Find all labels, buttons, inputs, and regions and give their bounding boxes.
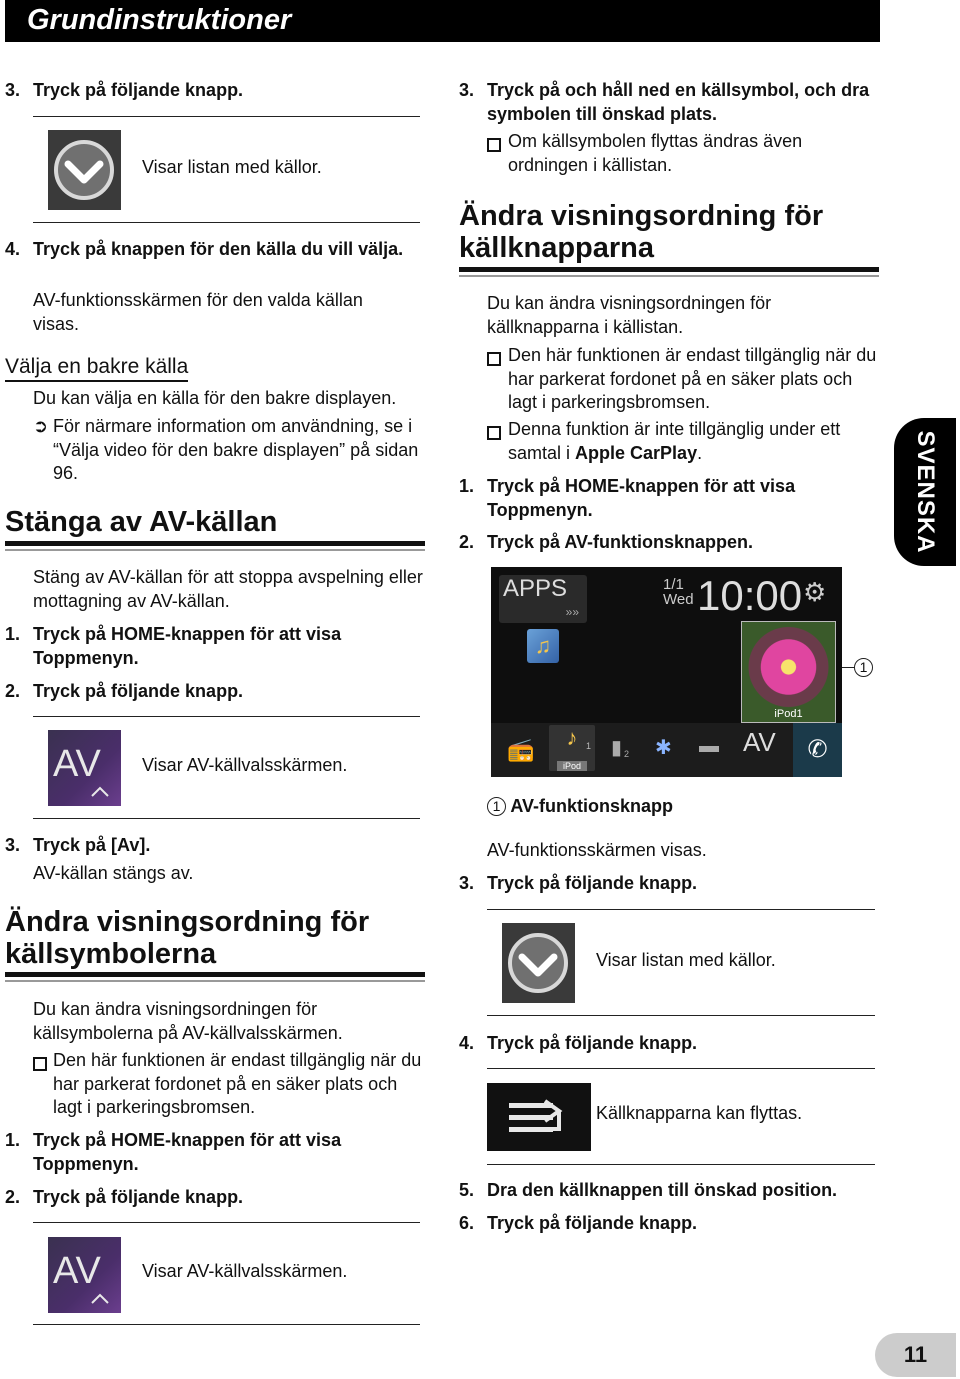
av-glyph: AV xyxy=(53,1250,101,1292)
step-number: 2. xyxy=(459,532,475,552)
source-tab-label: iPod xyxy=(557,761,587,771)
paragraph: Stäng av AV-källan för att stoppa avspelning eller mottagning av AV-källan. xyxy=(33,567,423,611)
step-number: 3. xyxy=(459,80,475,100)
step-text: Tryck på och håll ned en källsymbol, och dra symbolen till önskad plats. xyxy=(487,80,870,124)
button-description: Visar listan med källor. xyxy=(596,950,776,970)
note-checkbox-icon xyxy=(487,422,507,446)
step-text: Tryck på följande knapp. xyxy=(487,1033,698,1053)
note-text-part: Denna funktion är inte tillgänglig under ett samtal i xyxy=(508,419,841,463)
caption-text: AV-funktionsknapp xyxy=(510,796,674,816)
step-number: 3. xyxy=(5,80,21,100)
step-2 xyxy=(5,1186,405,1210)
callout-marker xyxy=(854,656,873,680)
step-result: AV-funktionsskärmen för den valda källan visas. xyxy=(33,290,363,334)
device-screenshot xyxy=(491,567,842,777)
step-1 xyxy=(459,475,859,522)
reference-note xyxy=(33,415,428,486)
heading-rule xyxy=(5,541,425,546)
step-3 xyxy=(5,834,405,858)
radio-icon[interactable]: 📻 xyxy=(507,737,535,762)
settings-gear-icon[interactable]: ⚙ xyxy=(803,577,827,607)
step-5 xyxy=(459,1179,879,1203)
step-text: Tryck på HOME-knappen för att visa Toppmenyn. xyxy=(487,476,796,520)
step-number: 5. xyxy=(459,1180,475,1200)
step-number: 2. xyxy=(5,1187,21,1207)
usb-icon[interactable]: ▮ xyxy=(611,737,623,759)
paragraph: Du kan välja en källa för den bakre displayen. xyxy=(33,388,397,408)
heading-line-2: källknapparna xyxy=(459,232,655,264)
caption-number: 1 xyxy=(487,797,506,816)
album-art-photo[interactable] xyxy=(741,621,836,723)
note-text xyxy=(508,418,882,465)
language-side-tab xyxy=(894,418,956,566)
paragraph: Du kan ändra visningsordningen för källsymbolerna på AV-källvalsskärmen. xyxy=(33,999,343,1043)
date-weekday: Wed xyxy=(663,591,694,608)
heading-rule xyxy=(5,549,425,551)
source-list-button-icon[interactable] xyxy=(48,130,121,210)
divider xyxy=(33,1324,420,1325)
step-text: Tryck på HOME-knappen för att visa Toppmenyn. xyxy=(33,624,342,668)
divider xyxy=(33,116,420,117)
divider xyxy=(487,1164,875,1165)
source-bar xyxy=(491,723,842,777)
reference-text: För närmare information om användning, se i “Välja video för den bakre displayen” på sidan 96. xyxy=(53,416,419,483)
section-subheading: Välja en bakre källa xyxy=(5,355,188,382)
clock-time: 10:00 xyxy=(697,572,803,619)
step-text: Tryck på knappen för den källa du vill välja. xyxy=(33,239,404,259)
step-number: 6. xyxy=(459,1213,475,1233)
figure-caption xyxy=(487,795,673,819)
note-checkbox-icon xyxy=(487,348,507,372)
note xyxy=(33,1049,428,1120)
page-number: 11 xyxy=(875,1333,956,1377)
language-label: SVENSKA xyxy=(912,430,939,554)
music-note-icon: ♫ xyxy=(534,633,552,658)
apps-label: APPS xyxy=(503,575,568,602)
divider xyxy=(33,716,420,717)
callout-number: 1 xyxy=(854,658,873,677)
av-source-button-icon[interactable] xyxy=(48,730,121,806)
note xyxy=(487,130,877,177)
reorder-button-icon[interactable] xyxy=(487,1083,591,1151)
step-3 xyxy=(459,872,859,896)
chevrons-icon: »» xyxy=(565,605,579,619)
note xyxy=(487,418,882,465)
step-number: 1. xyxy=(459,476,475,496)
divider xyxy=(487,909,875,910)
music-note-icon: ♪ xyxy=(566,725,578,750)
step-text: Tryck på följande knapp. xyxy=(33,80,244,100)
cable-icon[interactable]: ▬ xyxy=(699,735,719,757)
section-heading xyxy=(459,200,823,264)
heading-line-1: Ändra visningsordning för xyxy=(459,200,824,232)
step-result: AV-källan stängs av. xyxy=(33,863,194,883)
step-text: Tryck på följande knapp. xyxy=(487,873,698,893)
step-number: 1. xyxy=(5,1130,21,1150)
step-text: Tryck på följande knapp. xyxy=(487,1213,698,1233)
note-text: Den här funktionen är endast tillgänglig när du har parkerat fordonet på en säker plats och lagt i parkeringsbromsen. xyxy=(508,345,877,412)
date-day: 1/1 xyxy=(663,576,684,593)
bluetooth-icon[interactable]: ✱ xyxy=(655,737,672,759)
step-1 xyxy=(5,1129,405,1176)
source-number: 2 xyxy=(624,749,630,759)
heading-rule xyxy=(459,267,879,272)
source-list-button-icon[interactable] xyxy=(502,923,575,1003)
step-4 xyxy=(459,1032,859,1056)
apple-carplay-label: Apple CarPlay xyxy=(575,442,698,463)
step-number: 1. xyxy=(5,624,21,644)
heading-rule xyxy=(459,275,879,277)
step-text: Tryck på AV-funktionsknappen. xyxy=(487,532,754,552)
music-app-icon xyxy=(527,629,559,663)
source-number: 1 xyxy=(585,741,591,751)
apps-tile xyxy=(499,575,587,623)
button-description: Visar listan med källor. xyxy=(142,157,322,177)
step-text: Tryck på följande knapp. xyxy=(33,1187,244,1207)
step-number: 4. xyxy=(5,239,21,259)
divider xyxy=(487,1015,875,1016)
av-source-button-icon[interactable] xyxy=(48,1237,121,1313)
date-display xyxy=(663,577,694,607)
arrow-icon: ➲ xyxy=(33,416,49,436)
step-3 xyxy=(5,79,425,103)
paragraph: Du kan ändra visningsordningen för källknapparna i källistan. xyxy=(487,293,772,337)
step-number: 4. xyxy=(459,1033,475,1053)
heading-rule xyxy=(5,972,425,977)
page-header: Grundinstruktioner xyxy=(5,0,880,42)
divider xyxy=(487,1068,875,1069)
heading-line-2: källsymbolerna xyxy=(5,938,217,970)
divider xyxy=(33,1222,420,1223)
note-text-part: . xyxy=(697,442,703,463)
callout-line xyxy=(842,667,854,668)
step-result: AV-funktionsskärmen visas. xyxy=(487,840,707,860)
step-number: 2. xyxy=(5,681,21,701)
step-1 xyxy=(5,623,405,670)
step-2 xyxy=(5,680,405,704)
step-3 xyxy=(459,79,879,126)
step-number: 3. xyxy=(459,873,475,893)
step-4 xyxy=(5,238,405,262)
ipod-source-button[interactable] xyxy=(549,725,595,771)
step-text: Dra den källknappen till önskad position. xyxy=(487,1180,838,1200)
note xyxy=(487,344,882,415)
step-text: Tryck på [Av]. xyxy=(33,835,151,855)
note-text: Den här funktionen är endast tillgänglig när du har parkerat fordonet på en säker plats och lagt i parkeringsbromsen. xyxy=(53,1050,422,1117)
divider xyxy=(33,222,420,223)
note-checkbox-icon xyxy=(487,134,507,158)
button-description: Visar AV-källvalsskärmen. xyxy=(142,1261,348,1281)
photo-label: iPod1 xyxy=(774,708,803,720)
step-6 xyxy=(459,1212,859,1236)
heading-rule xyxy=(5,980,425,982)
av-function-button[interactable]: AV xyxy=(743,727,776,757)
phone-icon: ✆ xyxy=(807,736,828,763)
note-text: Om källsymbolen flyttas ändras även ordningen i källistan. xyxy=(508,131,803,175)
step-number: 3. xyxy=(5,835,21,855)
button-description: Visar AV-källvalsskärmen. xyxy=(142,755,348,775)
step-2 xyxy=(459,531,859,555)
note-checkbox-icon xyxy=(33,1053,53,1077)
phone-button[interactable] xyxy=(793,723,842,777)
divider xyxy=(33,818,420,819)
heading-line-1: Ändra visningsordning för xyxy=(5,906,370,938)
av-glyph: AV xyxy=(53,743,101,785)
section-heading: Stänga av AV-källan xyxy=(5,506,278,538)
button-description: Källknapparna kan flyttas. xyxy=(596,1103,803,1123)
section-heading xyxy=(5,906,369,970)
step-text: Tryck på följande knapp. xyxy=(33,681,244,701)
step-text: Tryck på HOME-knappen för att visa Toppmenyn. xyxy=(33,1130,342,1174)
